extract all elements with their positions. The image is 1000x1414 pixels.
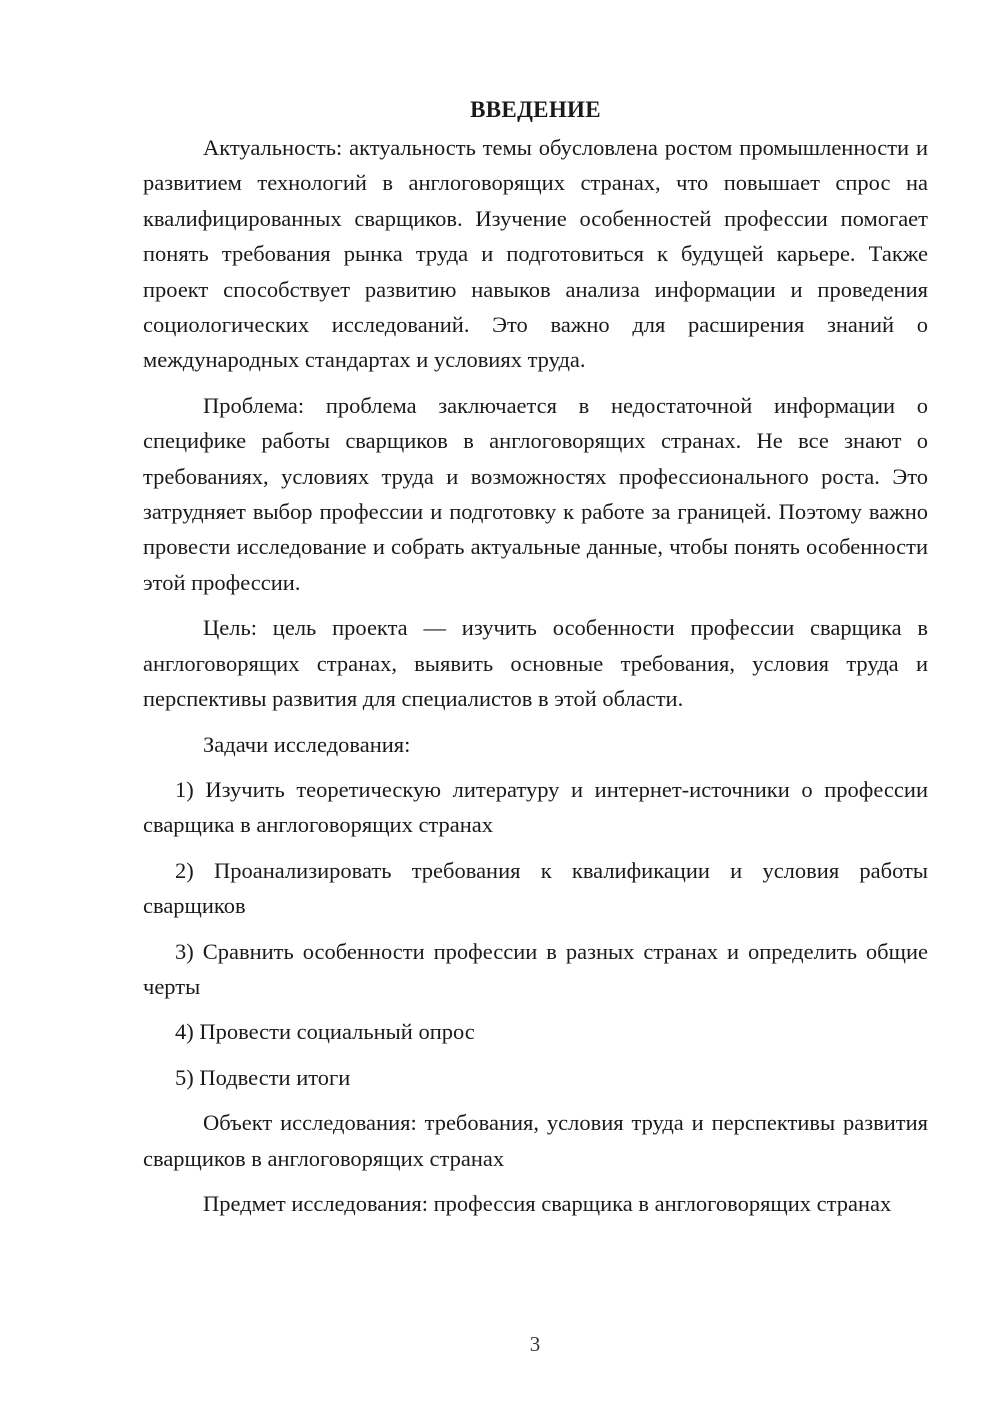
- tasks-list: [143, 772, 928, 1095]
- section-title: ВВЕДЕНИЕ: [470, 97, 601, 122]
- object-paragraph: Объект исследования: требования, условия труда и перспективы развития сварщиков в англоговорящих странах: [143, 1110, 928, 1171]
- relevance-paragraph: Актуальность: актуальность темы обусловлена ростом промышленности и развитием технологий в англоговорящих странах, что повышает спрос на квалифицированных сварщиков. Изучение особенностей профессии помогает понять требования рынка труда и подготовиться к будущей карьере. Также проект способствует развитию навыков анализа информации и проведения социологических исследований. Это важно для расширения знаний о международных стандартах и условиях труда.: [143, 135, 928, 373]
- list-item: 2) Проанализировать требования к квалификации и условия работы сварщиков: [143, 857, 928, 919]
- goal-paragraph: Цель: цель проекта — изучить особенности профессии сварщика в англоговорящих странах, выявить основные требования, условия труда и перспективы развития для специалистов в этой области.: [143, 615, 928, 712]
- list-item: 1) Изучить теоретическую литературу и интернет-источники о профессии сварщика в англоговорящих странах: [143, 776, 928, 838]
- tasks-heading: Задачи исследования:: [203, 731, 411, 757]
- document-page: [143, 92, 928, 1231]
- list-item: 3) Сравнить особенности профессии в разных странах и определить общие черты: [143, 938, 928, 999]
- list-item: 5) Подвести итоги: [175, 1064, 351, 1090]
- problem-paragraph: Проблема: проблема заключается в недостаточной информации о специфике работы сварщиков в англоговорящих странах. Не все знают о требованиях, условиях труда и возможностях профессионального роста. Это затрудняет выбор профессии и подготовку к работе за границей. Поэтому важно провести исследование и собрать актуальные данные, чтобы понять особенности этой профессии.: [143, 392, 928, 595]
- list-item: 4) Провести социальный опрос: [175, 1019, 475, 1045]
- page-number: 3: [529, 1332, 541, 1356]
- subject-paragraph: Предмет исследования: профессия сварщика в англоговорящих странах: [203, 1190, 892, 1216]
